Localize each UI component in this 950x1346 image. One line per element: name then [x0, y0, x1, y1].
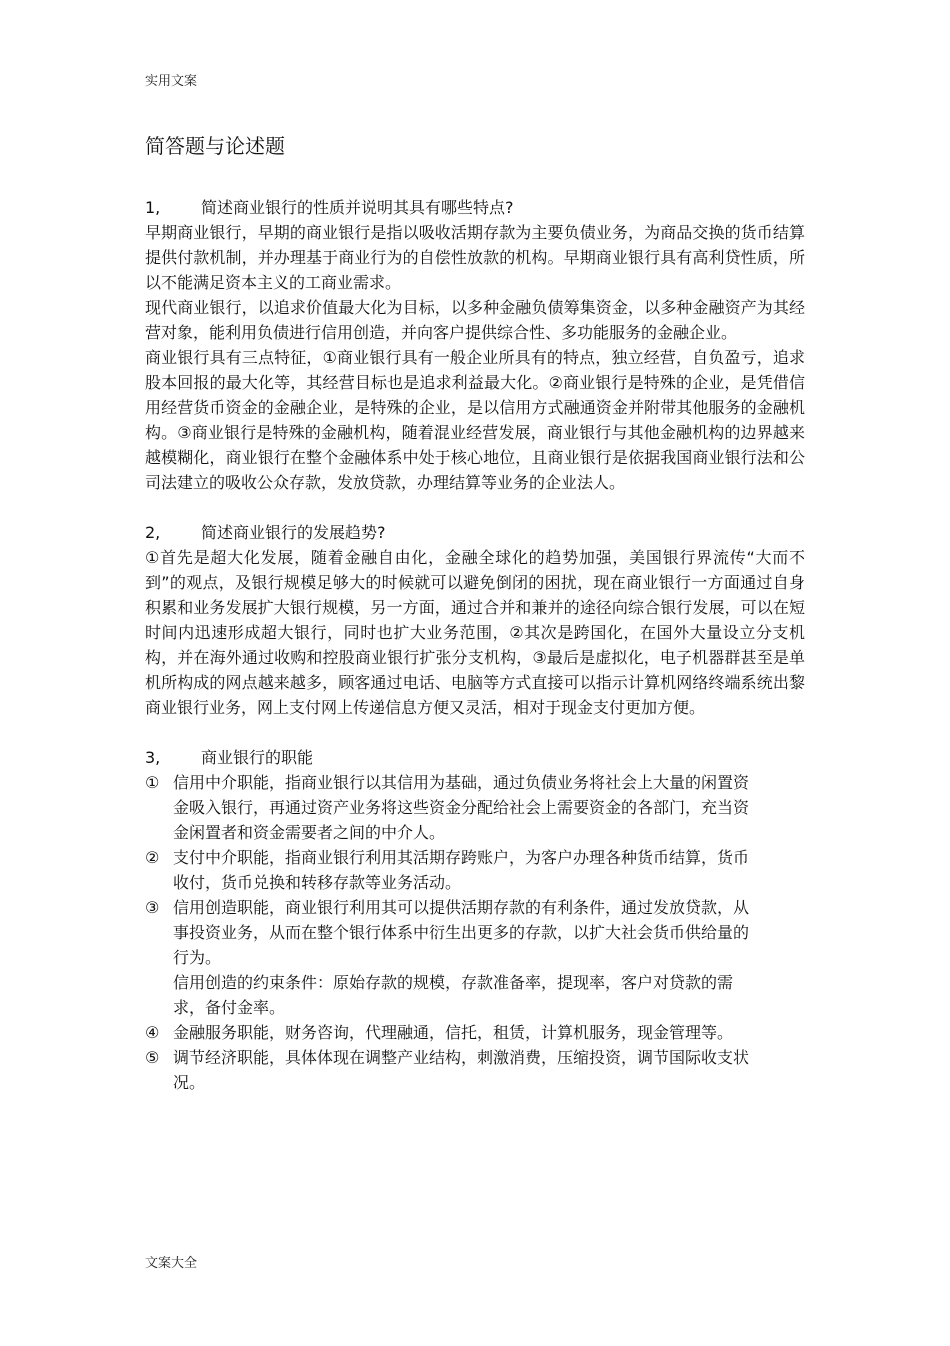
question-number: 2,: [145, 523, 161, 542]
item-sub-paragraph: 信用创造的约束条件：原始存款的规模，存款准备率，提现率，客户对贷款的需求，备付金率。: [173, 973, 734, 1017]
answer-paragraph: ①首先是超大化发展，随着金融自由化，金融全球化的趋势加强，美国银行界流传“大而不到”的观点，及银行规模足够大的时候就可以避免倒闭的困扰，现在商业银行一方面通过自身积累和业务发展扩大银行规模，另一方面，通过合并和兼并的途径向综合银行发展，可以在短时间内迅速形成超大银行，同时也扩大业务范围，②其次是跨国化，在国外大量设立分支机构，并在海外通过收购和控股商业银行扩张分支机构，③最后是虚拟化，电子机器群甚至是单机所构成的网点越来越多，顾客通过电话、电脑等方式直接可以指示计算机网络终端系统出黎商业银行业务，网上支付网上传递信息方便又灵活，相对于现金支付更加方便。: [145, 548, 805, 717]
answer-paragraph: 现代商业银行，以追求价值最大化为目标，以多种金融负债筹集资金，以多种金融资产为其经营对象，能利用负债进行信用创造，并向客户提供综合性、多功能服务的金融企业。: [145, 298, 805, 342]
question-3-heading: [145, 745, 805, 770]
document-body: [145, 195, 805, 1095]
question-number: 1,: [145, 198, 161, 217]
question-1-heading: [145, 195, 805, 220]
spacer: [145, 720, 805, 745]
function-item: [145, 770, 805, 845]
question-number: 3,: [145, 748, 161, 767]
page-footer: 文案大全: [145, 1256, 198, 1271]
question-text: 商业银行的职能: [201, 748, 314, 767]
spacer: [145, 495, 805, 520]
item-marker: ④: [145, 1023, 160, 1042]
question-text: 简述商业银行的性质并说明其具有哪些特点?: [201, 198, 514, 217]
item-marker: ②: [145, 848, 160, 867]
page-header: 实用文案: [145, 74, 198, 89]
item-marker: ③: [145, 898, 160, 917]
answer-paragraph: 商业银行具有三点特征，①商业银行具有一般企业所具有的特点，独立经营，自负盈亏，追求股本回报的最大化等，其经营目标也是追求利益最大化。②商业银行是特殊的企业，是凭借信用经营货币资金的金融企业，是特殊的企业，是以信用方式融通资金并附带其他服务的金融机构。③商业银行是特殊的金融机构，随着混业经营发展，商业银行与其他金融机构的边界越来越模糊化，商业银行在整个金融体系中处于核心地位，且商业银行是依据我国商业银行法和公司法建立的吸收公众存款，发放贷款，办理结算等业务的企业法人。: [145, 348, 805, 492]
item-text: 支付中介职能，指商业银行利用其活期存跨账户，为客户办理各种货币结算，货币收付，货币兑换和转移存款等业务活动。: [173, 848, 750, 892]
answer-paragraph: 早期商业银行，早期的商业银行是指以吸收活期存款为主要负债业务，为商品交换的货币结算提供付款机制，并办理基于商业行为的自偿性放款的机构。早期商业银行具有高利贷性质，所以不能满足资本主义的工商业需求。: [145, 223, 805, 292]
item-text: 调节经济职能，具体体现在调整产业结构，刺激消费，压缩投资，调节国际收支状况。: [173, 1048, 750, 1092]
item-text: 金融服务职能，财务咨询，代理融通，信托，租赁，计算机服务，现金管理等。: [173, 1023, 734, 1042]
page-title: 简答题与论述题: [145, 134, 285, 158]
function-item: [145, 895, 805, 970]
function-item: [145, 845, 805, 895]
function-item: [145, 1045, 805, 1095]
item-marker: ⑤: [145, 1048, 160, 1067]
item-text: 信用中介职能，指商业银行以其信用为基础，通过负债业务将社会上大量的闲置资金吸入银行，再通过资产业务将这些资金分配给社会上需要资金的各部门，充当资金闲置者和资金需要者之间的中介人。: [173, 773, 750, 842]
question-2-heading: [145, 520, 805, 545]
question-text: 简述商业银行的发展趋势?: [201, 523, 386, 542]
function-item: [145, 1020, 805, 1045]
item-marker: ①: [145, 773, 160, 792]
item-text: 信用创造职能，商业银行利用其可以提供活期存款的有利条件，通过发放贷款，从事投资业务，从而在整个银行体系中衍生出更多的存款，以扩大社会货币供给量的行为。: [173, 898, 750, 967]
